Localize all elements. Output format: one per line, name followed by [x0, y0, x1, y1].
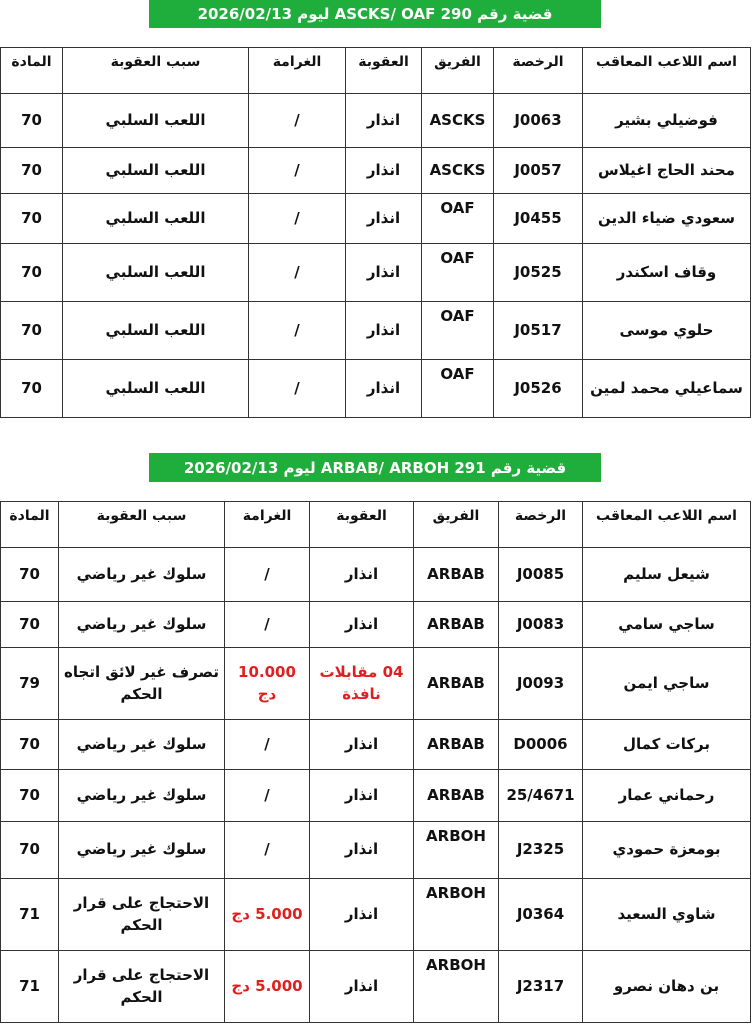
header-license: الرخصة	[494, 48, 583, 94]
license: J0063	[494, 94, 583, 148]
license: J0517	[494, 302, 583, 360]
case-291-title: قضية رقم 291 ARBAB/ ARBOH ليوم 2026/02/13	[183, 458, 567, 477]
player-name: شاوي السعيد	[583, 879, 751, 951]
header-reason: سبب العقوبة	[63, 48, 249, 94]
article: 79	[1, 648, 59, 720]
reason: اللعب السلبي	[63, 94, 249, 148]
table-row	[1, 194, 751, 244]
team: ASCKS	[422, 94, 494, 148]
penalty: انذار	[310, 822, 414, 879]
fine: /	[225, 548, 310, 602]
fine: /	[249, 244, 346, 302]
license: J0085	[499, 548, 583, 602]
table-row	[1, 879, 751, 951]
player-name: ساجي ايمن	[583, 648, 751, 720]
license: J0057	[494, 148, 583, 194]
header-fine: الغرامة	[249, 48, 346, 94]
article: 70	[1, 94, 63, 148]
article: 70	[1, 770, 59, 822]
penalty: انذار	[346, 360, 422, 418]
player-name: بركات كمال	[583, 720, 751, 770]
player-name: وقاف اسكندر	[583, 244, 751, 302]
penalty: انذار	[346, 94, 422, 148]
penalty: انذار	[310, 720, 414, 770]
table-row	[1, 148, 751, 194]
header-fine: الغرامة	[225, 502, 310, 548]
team: ARBAB	[414, 648, 499, 720]
player-name: فوضيلي بشير	[583, 94, 751, 148]
penalty: انذار	[310, 879, 414, 951]
fine: 10.000 دج	[225, 648, 310, 720]
team: ASCKS	[422, 148, 494, 194]
team: OAF	[422, 360, 494, 418]
table-row	[1, 548, 751, 602]
article: 70	[1, 194, 63, 244]
fine: 5.000 دج	[225, 879, 310, 951]
player-name: شيعل سليم	[583, 548, 751, 602]
player-name: ساجي سامي	[583, 602, 751, 648]
fine: /	[249, 302, 346, 360]
reason: سلوك غير رياضي	[59, 720, 225, 770]
case-291-table	[0, 501, 751, 1023]
reason: اللعب السلبي	[63, 148, 249, 194]
header-player-name: اسم اللاعب المعاقب	[583, 502, 751, 548]
team: OAF	[422, 244, 494, 302]
reason: تصرف غير لائق اتجاه الحكم	[59, 648, 225, 720]
penalty: انذار	[310, 770, 414, 822]
player-name: سعودي ضياء الدين	[583, 194, 751, 244]
case-290-title: قضية رقم 290 ASCKS/ OAF ليوم 2026/02/13	[197, 5, 553, 23]
license: 25/4671	[499, 770, 583, 822]
penalty: انذار	[310, 951, 414, 1023]
header-team: الفريق	[414, 502, 499, 548]
header-article: المادة	[1, 502, 59, 548]
table-row	[1, 822, 751, 879]
article: 70	[1, 148, 63, 194]
table-header-row	[1, 502, 751, 548]
article: 70	[1, 720, 59, 770]
header-player-name: اسم اللاعب المعاقب	[583, 48, 751, 94]
table-header-row	[1, 48, 751, 94]
fine: /	[225, 822, 310, 879]
table-row	[1, 94, 751, 148]
reason: الاحتجاج على قرار الحكم	[59, 879, 225, 951]
article: 71	[1, 879, 59, 951]
article: 70	[1, 548, 59, 602]
penalty: انذار	[310, 602, 414, 648]
fine: /	[249, 194, 346, 244]
fine: /	[225, 602, 310, 648]
case-290-banner	[149, 0, 601, 28]
penalty: انذار	[346, 244, 422, 302]
team: ARBOH	[414, 951, 499, 1023]
license: D0006	[499, 720, 583, 770]
article: 70	[1, 244, 63, 302]
penalty: انذار	[346, 302, 422, 360]
license: J2317	[499, 951, 583, 1023]
article: 70	[1, 302, 63, 360]
header-penalty: العقوبة	[346, 48, 422, 94]
team: ARBAB	[414, 770, 499, 822]
reason: اللعب السلبي	[63, 194, 249, 244]
team: OAF	[422, 194, 494, 244]
table-row	[1, 602, 751, 648]
article: 70	[1, 602, 59, 648]
table-row	[1, 770, 751, 822]
fine: 5.000 دج	[225, 951, 310, 1023]
fine: /	[225, 770, 310, 822]
team: ARBOH	[414, 879, 499, 951]
reason: الاحتجاج على قرار الحكم	[59, 951, 225, 1023]
table-row	[1, 302, 751, 360]
license: J0525	[494, 244, 583, 302]
reason: اللعب السلبي	[63, 244, 249, 302]
header-penalty: العقوبة	[310, 502, 414, 548]
license: J0455	[494, 194, 583, 244]
case-291-banner	[149, 453, 601, 482]
player-name: رحماني عمار	[583, 770, 751, 822]
header-license: الرخصة	[499, 502, 583, 548]
reason: سلوك غير رياضي	[59, 602, 225, 648]
player-name: بومعزة حمودي	[583, 822, 751, 879]
table-row	[1, 244, 751, 302]
fine: /	[225, 720, 310, 770]
license: J0083	[499, 602, 583, 648]
team: ARBAB	[414, 602, 499, 648]
case-290-table	[0, 47, 751, 418]
article: 70	[1, 822, 59, 879]
license: J0364	[499, 879, 583, 951]
team: OAF	[422, 302, 494, 360]
team: ARBAB	[414, 720, 499, 770]
fine: /	[249, 94, 346, 148]
table-row	[1, 951, 751, 1023]
article: 70	[1, 360, 63, 418]
team: ARBAB	[414, 548, 499, 602]
player-name: سماعيلي محمد لمين	[583, 360, 751, 418]
penalty: 04 مقابلات نافذة	[310, 648, 414, 720]
table-row	[1, 648, 751, 720]
reason: سلوك غير رياضي	[59, 822, 225, 879]
header-team: الفريق	[422, 48, 494, 94]
fine: /	[249, 148, 346, 194]
table-row	[1, 360, 751, 418]
table-row	[1, 720, 751, 770]
player-name: بن دهان نصرو	[583, 951, 751, 1023]
header-reason: سبب العقوبة	[59, 502, 225, 548]
penalty: انذار	[310, 548, 414, 602]
license: J0526	[494, 360, 583, 418]
header-article: المادة	[1, 48, 63, 94]
penalty: انذار	[346, 148, 422, 194]
article: 71	[1, 951, 59, 1023]
penalty: انذار	[346, 194, 422, 244]
reason: اللعب السلبي	[63, 302, 249, 360]
team: ARBOH	[414, 822, 499, 879]
license: J0093	[499, 648, 583, 720]
fine: /	[249, 360, 346, 418]
license: J2325	[499, 822, 583, 879]
reason: اللعب السلبي	[63, 360, 249, 418]
player-name: محند الحاج اغيلاس	[583, 148, 751, 194]
reason: سلوك غير رياضي	[59, 548, 225, 602]
player-name: حلوي موسى	[583, 302, 751, 360]
reason: سلوك غير رياضي	[59, 770, 225, 822]
